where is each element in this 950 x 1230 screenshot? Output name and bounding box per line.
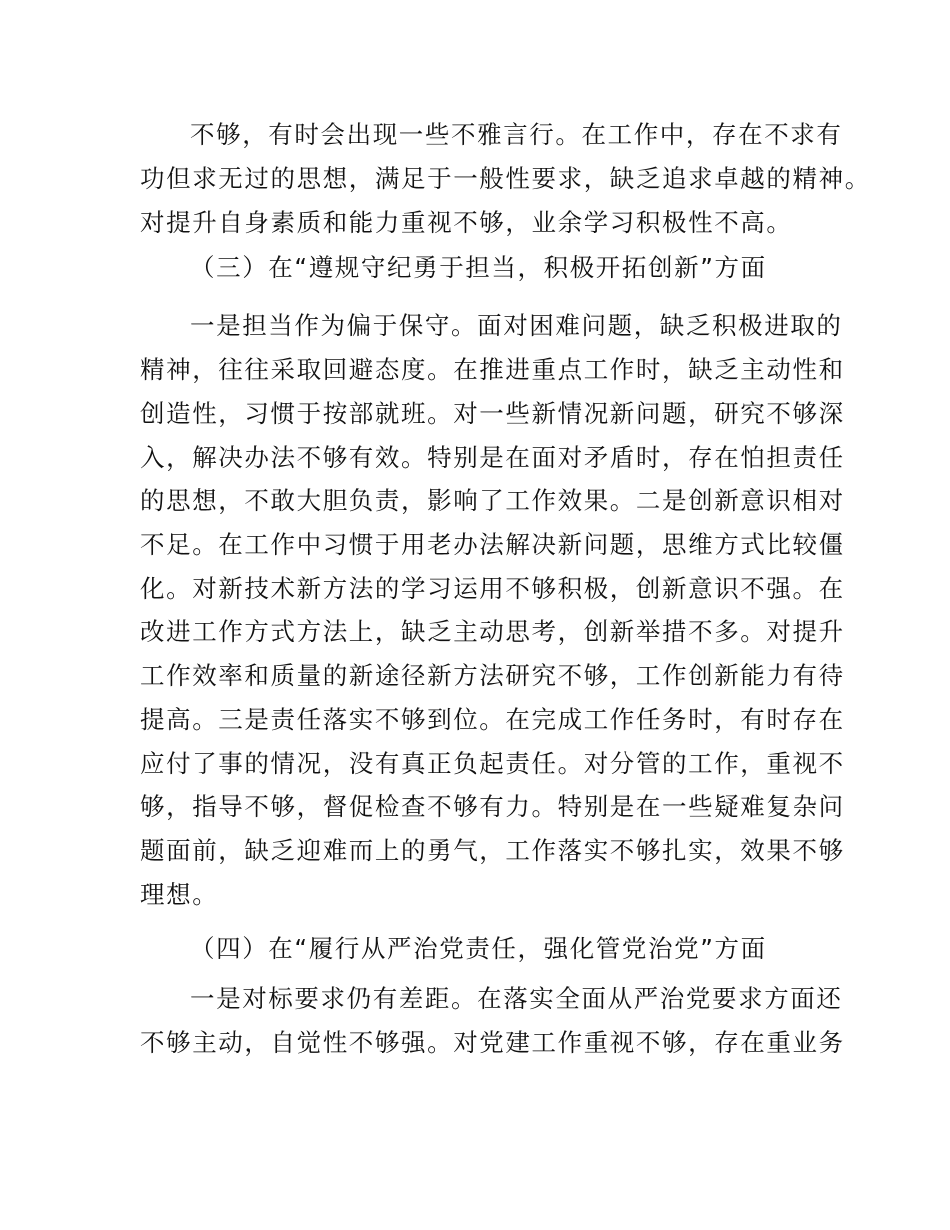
text-line: 提高。三是责任落实不够到位。在完成工作任务时，有时存在: [140, 705, 845, 734]
text-line: 不足。在工作中习惯于用老办法解决新问题，思维方式比较僵: [140, 530, 845, 559]
text-line: 一是担当作为偏于保守。面对困难问题，缺乏积极进取的: [190, 311, 843, 340]
text-line: 精神，往往采取回避态度。在推进重点工作时，缺乏主动性和: [140, 355, 845, 384]
text-line: 功但求无过的思想，满足于一般性要求，缺乏追求卓越的精神。: [140, 164, 871, 193]
text-line: 应付了事的情况，没有真正负起责任。对分管的工作，重视不: [140, 749, 845, 778]
text-line: 工作效率和质量的新途径新方法研究不够，工作创新能力有待: [140, 661, 845, 690]
text-line: 对提升自身素质和能力重视不够，业余学习积极性不高。: [140, 208, 793, 237]
text-line: 够，指导不够，督促检查不够有力。特别是在一些疑难复杂问: [140, 792, 845, 821]
section-heading-3: （三）在“遵规守纪勇于担当，积极开拓创新”方面: [190, 253, 767, 282]
text-line: 入，解决办法不够有效。特别是在面对矛盾时，存在怕担责任: [140, 443, 845, 472]
text-line: 改进工作方式方法上，缺乏主动思考，创新举措不多。对提升: [140, 617, 845, 646]
text-line: 不够，有时会出现一些不雅言行。在工作中，存在不求有: [190, 120, 843, 149]
text-line: 不够主动，自觉性不够强。对党建工作重视不够，存在重业务: [140, 1028, 845, 1057]
text-line: 的思想，不敢大胆负责，影响了工作效果。二是创新意识相对: [140, 486, 845, 515]
section-heading-4: （四）在“履行从严治党责任，强化管党治党”方面: [190, 934, 767, 963]
text-line: 理想。: [140, 880, 219, 909]
text-line: 一是对标要求仍有差距。在落实全面从严治党要求方面还: [190, 984, 843, 1013]
text-line: 创造性，习惯于按部就班。对一些新情况新问题，研究不够深: [140, 399, 845, 428]
text-line: 题面前，缺乏迎难而上的勇气，工作落实不够扎实，效果不够: [140, 836, 845, 865]
text-line: 化。对新技术新方法的学习运用不够积极，创新意识不强。在: [140, 574, 845, 603]
